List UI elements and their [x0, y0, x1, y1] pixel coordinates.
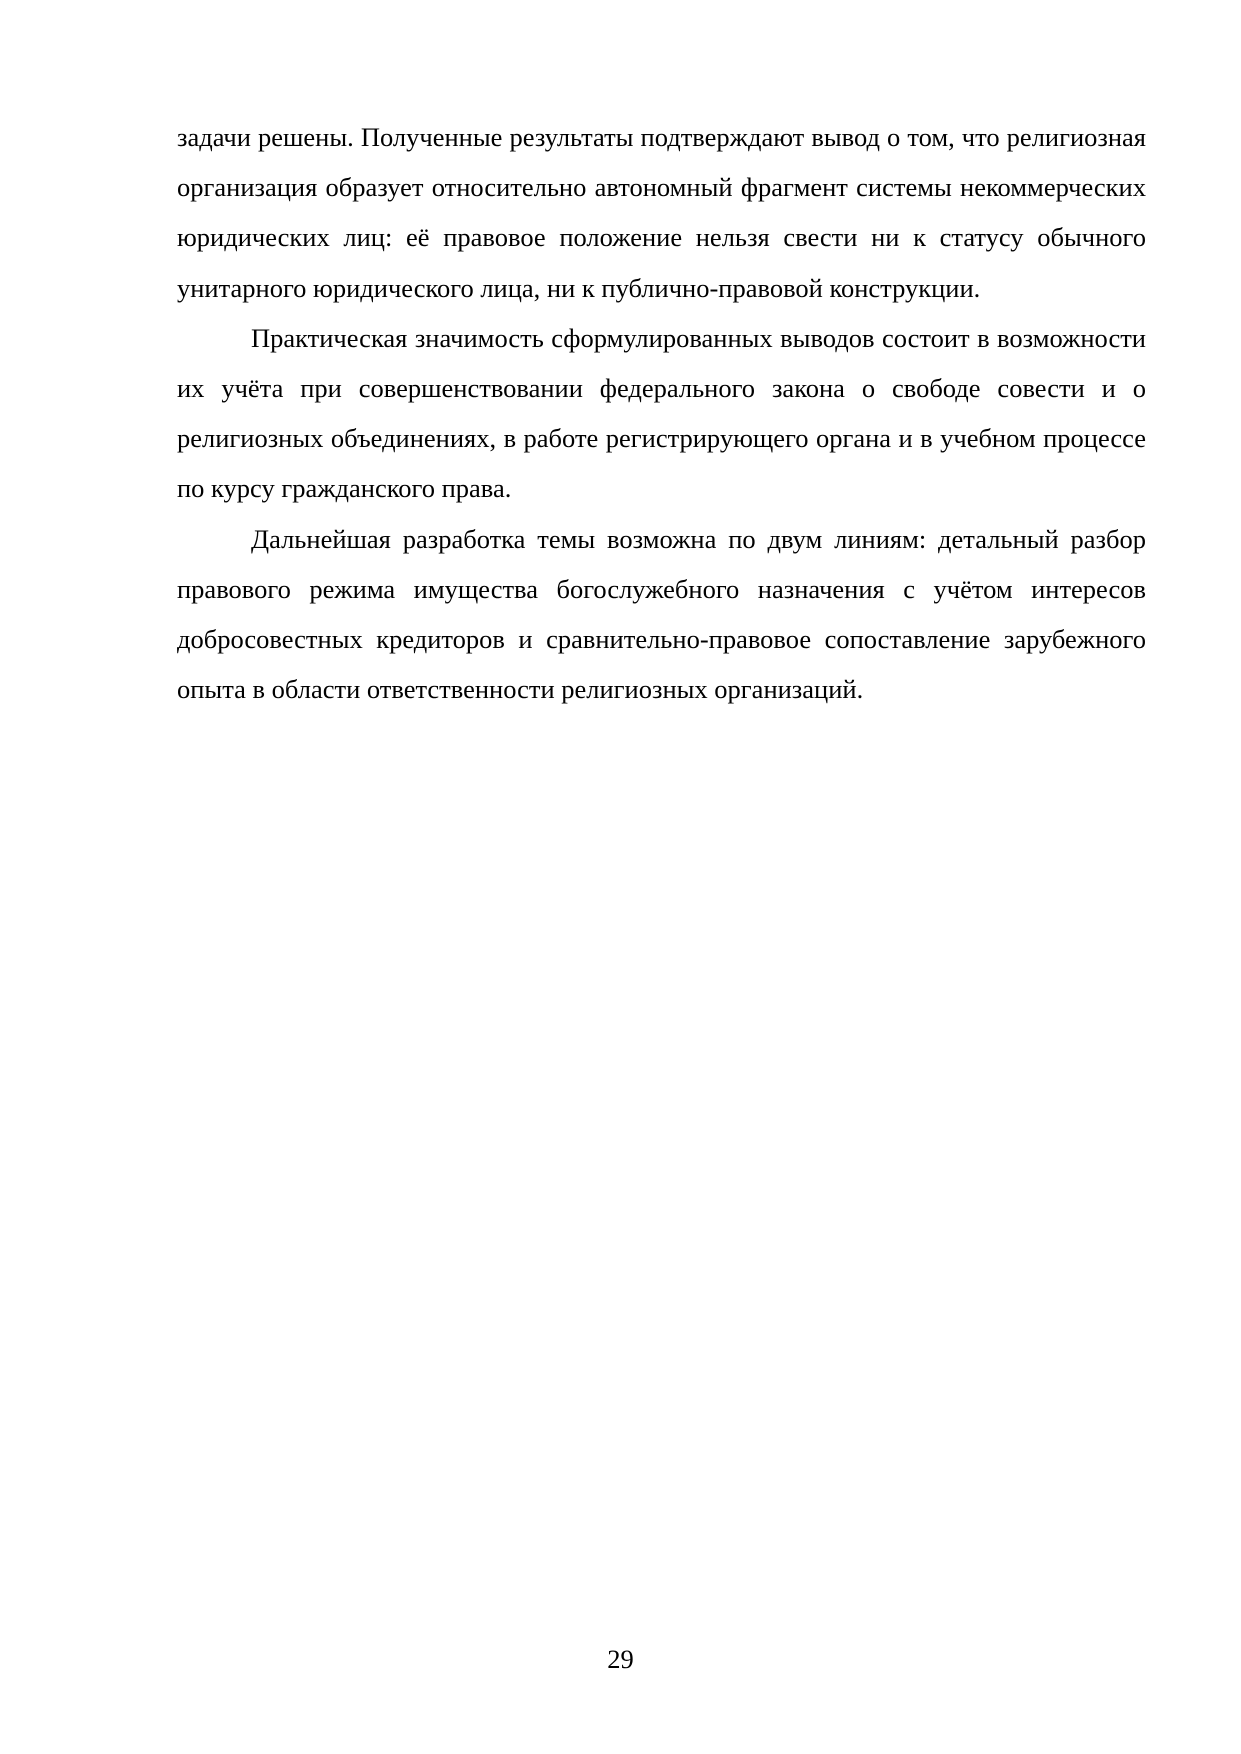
page-number: 29 — [607, 1644, 634, 1674]
paragraph-practical-significance: Практическая значимость сформулированных выводов состоит в возможности их учёта при совершенствовании федерального закона о свободе совести и о религиозных объединениях, в работе регистрирующего органа и в учебном процессе по курсу гражданского права. — [177, 322, 1146, 504]
document-body — [177, 112, 1146, 714]
paragraph-further-research: Дальнейшая разработка темы возможна по двум линиям: детальный разбор правового режима имущества богослужебного назначения с учётом интересов добросовестных кредиторов и сравнительно-правовое сопоставление зарубежного опыта в области ответственности религиозных организаций. — [177, 523, 1146, 705]
paragraph-continuation: задачи решены. Полученные результаты подтверждают вывод о том, что религиозная организация образует относительно автономный фрагмент системы некоммерческих юридических лиц: её правовое положение нельзя свести ни к статусу обычного унитарного юридического лица, ни к публично-правовой конструкции. — [177, 122, 1146, 303]
